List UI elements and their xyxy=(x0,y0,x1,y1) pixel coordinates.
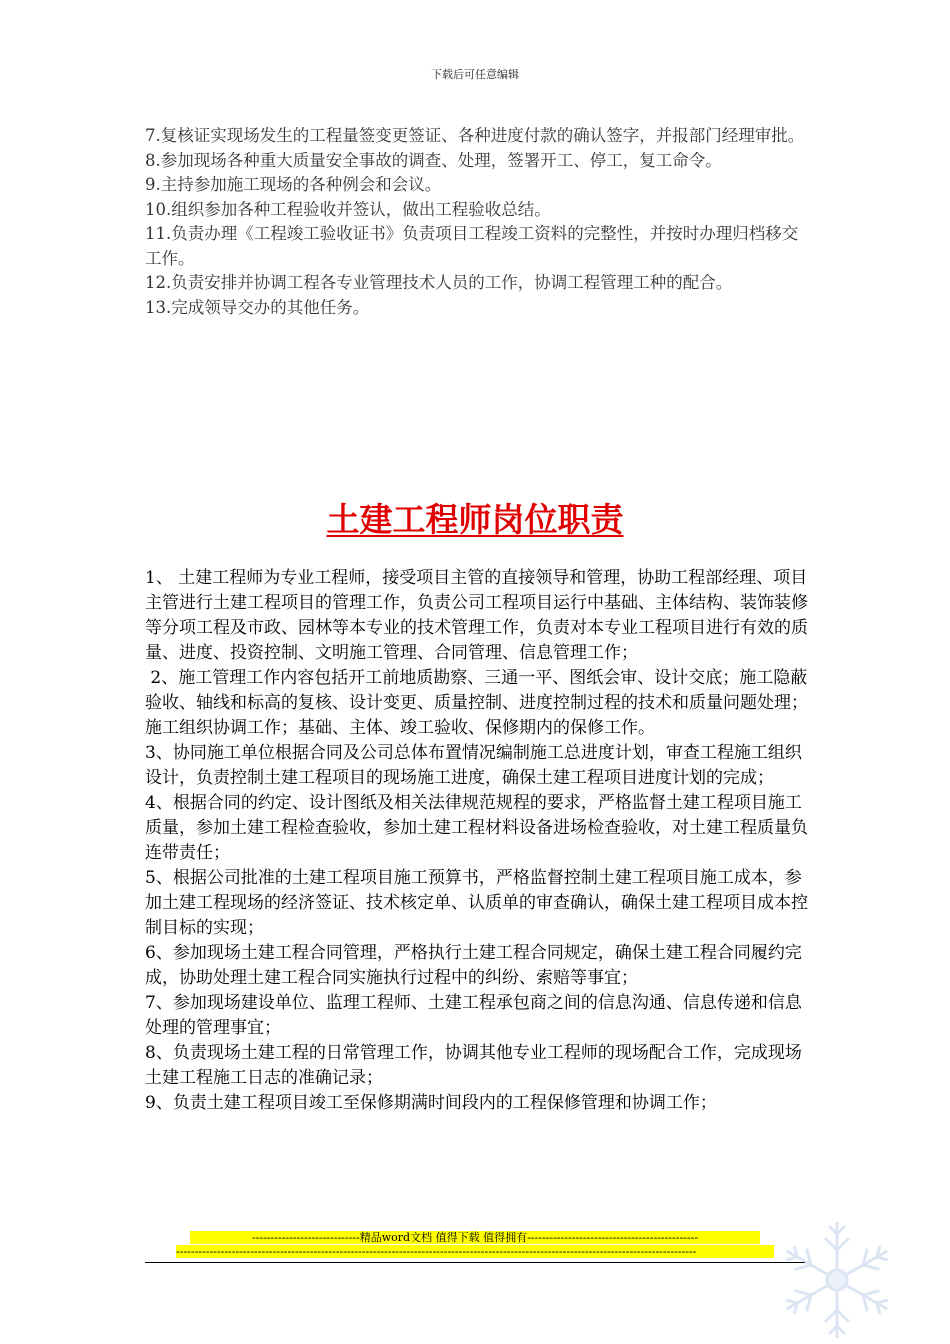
footer-banner-line-2: -------------------------------------------------------------------------------------------------------------------------------------------- xyxy=(176,1245,774,1258)
list-item: 1、 土建工程师为专业工程师，接受项目主管的直接领导和管理，协助工程部经理、项目主管进行土建工程项目的管理工作，负责公司工程项目运行中基础、主体结构、装饰装修等分项工程及市政、园林等本专业的技术管理工作，负责对本专业工程项目进行有效的质量、进度、投资控制、文明施工管理、合同管理、信息管理工作； xyxy=(145,568,808,663)
list-item: 7.复核证实现场发生的工程量签变更签证、各种进度付款的确认签字，并报部门经理审批。 xyxy=(145,126,805,145)
footer-banner-line-1: -----------------------------精品word文档 值得下载 值得拥有---------------------------------------------- xyxy=(190,1231,760,1244)
list-item: 3、协同施工单位根据合同及公司总体布置情况编制施工总进度计划，审查工程施工组织设计，负责控制土建工程项目的现场施工进度，确保土建工程项目进度计划的完成； xyxy=(145,743,802,788)
list-item: 8、负责现场土建工程的日常管理工作，协调其他专业工程师的现场配合工作，完成现场土建工程施工日志的准确记录； xyxy=(145,1043,802,1088)
page-header-note: 下载后可任意编辑 xyxy=(431,68,519,81)
duties-continued-list xyxy=(145,124,810,320)
list-item: 5、根据公司批准的土建工程项目施工预算书，严格监督控制土建工程项目施工成本，参加土建工程现场的经济签证、技术核定单、认质单的审查确认，确保土建工程项目成本控制目标的实现； xyxy=(145,868,808,938)
footer-divider xyxy=(145,1262,805,1263)
list-item: 6、参加现场土建工程合同管理，严格执行土建工程合同规定，确保土建工程合同履约完成，协助处理土建工程合同实施执行过程中的纠纷、索赔等事宜； xyxy=(145,943,802,988)
list-item: 7、参加现场建设单位、监理工程师、土建工程承包商之间的信息沟通、信息传递和信息处理的管理事宜； xyxy=(145,993,802,1038)
list-item: 4、根据合同的约定、设计图纸及相关法律规范规程的要求，严格监督土建工程项目施工质量，参加土建工程检查验收，参加土建工程材料设备进场检查验收，对土建工程质量负连带责任； xyxy=(145,793,808,863)
list-item: 12.负责安排并协调工程各专业管理技术人员的工作，协调工程管理工种的配合。 xyxy=(145,273,733,292)
snowflake-watermark-icon xyxy=(765,1210,905,1344)
list-item: 9、负责土建工程项目竣工至保修期满时间段内的工程保修管理和协调工作； xyxy=(145,1093,717,1113)
section-title xyxy=(0,494,950,541)
list-item: 9.主持参加施工现场的各种例会和会议。 xyxy=(145,175,442,194)
list-item: 10.组织参加各种工程验收并签认，做出工程验收总结。 xyxy=(145,199,551,219)
civil-engineer-duties-list xyxy=(145,566,810,1116)
section-title-text: 土建工程师岗位职责 xyxy=(326,500,624,539)
list-item: 11.负责办理《工程竣工验收证书》负责项目工程竣工资料的完整性，并按时办理归档移交工作。 xyxy=(145,224,799,268)
list-item: 13.完成领导交办的其他任务。 xyxy=(145,297,370,317)
list-item: 8.参加现场各种重大质量安全事故的调查、处理，签署开工、停工，复工命令。 xyxy=(145,150,722,170)
list-item: 2、施工管理工作内容包括开工前地质勘察、三通一平、图纸会审、设计交底；施工隐蔽验收、轴线和标高的复核、设计变更、质量控制、进度控制过程的技术和质量问题处理；施工组织协调工作；基础、主体、竣工验收、保修期内的保修工作。 xyxy=(145,668,808,738)
